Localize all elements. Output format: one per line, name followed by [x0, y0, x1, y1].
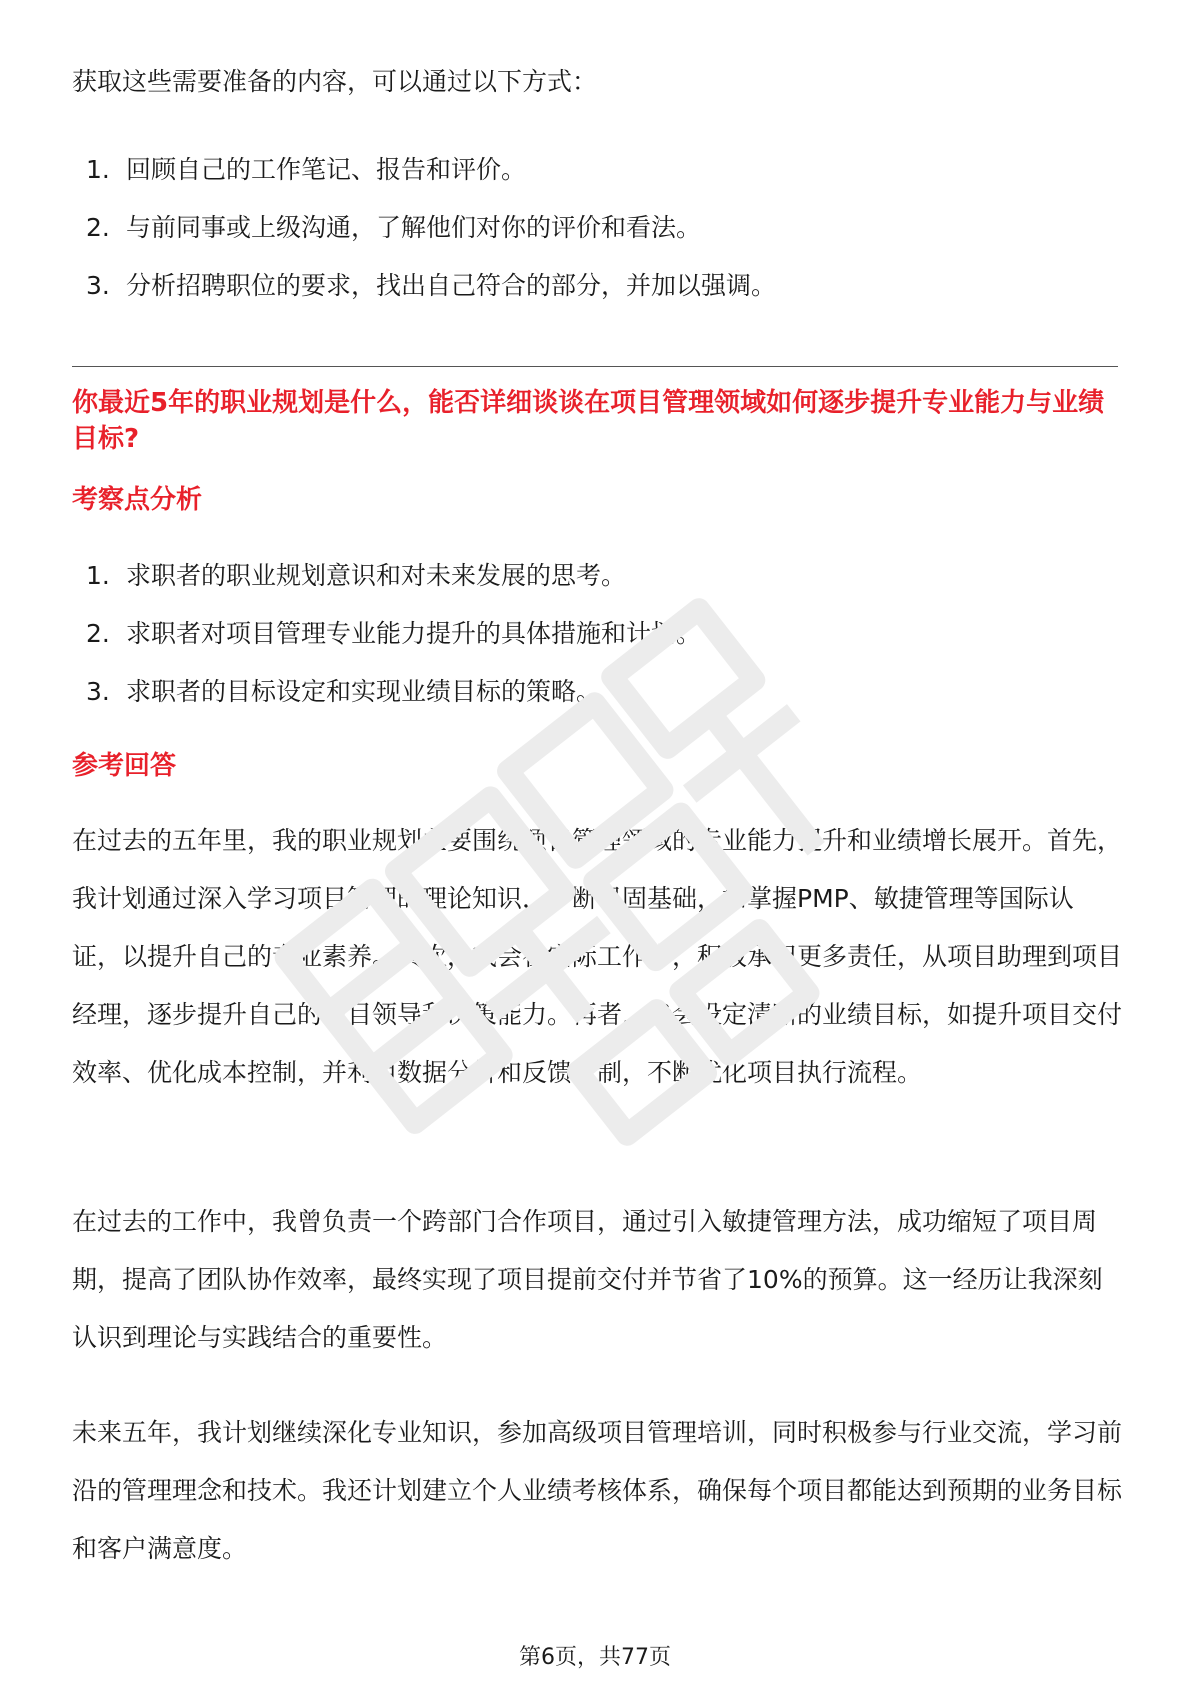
- answer-paragraph: 在过去的五年里，我的职业规划主要围绕项目管理领域的专业能力提升和业绩增长展开。首先，我计划通过深入学习项目管理的理论知识，不断巩固基础，如掌握PMP、敏捷管理等国际认证，以提升自己的专业素养。其次，我会在实际工作中，积极承担更多责任，从项目助理到项目经理，逐步提升自己的项目领导和决策能力。再者，我会设定清晰的业绩目标，如提升项目交付效率、优化成本控制，并利用数据分析和反馈机制，不断优化项目执行流程。: [72, 826, 1123, 1087]
- list-number: 1.: [86, 155, 110, 184]
- interview-question: 你最近5年的职业规划是什么，能否详细谈谈在项目管理领域如何逐步提升专业能力与业绩目标?: [72, 388, 1105, 454]
- intro-text: 获取这些需要准备的内容，可以通过以下方式：: [72, 67, 598, 96]
- answer-paragraph: 未来五年，我计划继续深化专业知识，参加高级项目管理培训，同时积极参与行业交流，学习前沿的管理理念和技术。我还计划建立个人业绩考核体系，确保每个项目都能达到预期的业务目标和客户满意度。: [72, 1418, 1123, 1563]
- list-number: 3.: [86, 271, 110, 300]
- list-text: 与前同事或上级沟通，了解他们对你的评价和看法。: [126, 213, 702, 242]
- list-item: [86, 208, 776, 266]
- analysis-list: [86, 556, 701, 730]
- list-number: 2.: [86, 619, 110, 648]
- list-text: 求职者的职业规划意识和对未来发展的思考。: [126, 561, 627, 590]
- list-number: 1.: [86, 561, 110, 590]
- page-footer: 第6页，共77页: [519, 1645, 671, 1670]
- list-item: [86, 672, 701, 730]
- section-divider: [72, 366, 1118, 367]
- answer-heading: 参考回答: [72, 751, 177, 781]
- list-text: 求职者的目标设定和实现业绩目标的策略。: [126, 677, 602, 706]
- list-text: 回顾自己的工作笔记、报告和评价。: [126, 155, 527, 184]
- list-number: 3.: [86, 677, 110, 706]
- list-number: 2.: [86, 213, 110, 242]
- list-item: [86, 614, 701, 672]
- list-item: [86, 266, 776, 324]
- list-item: [86, 150, 776, 208]
- prep-list: [86, 150, 776, 324]
- list-item: [86, 556, 701, 614]
- analysis-heading: 考察点分析: [72, 485, 203, 515]
- list-text: 求职者对项目管理专业能力提升的具体措施和计划。: [126, 619, 702, 648]
- list-text: 分析招聘职位的要求，找出自己符合的部分，并加以强调。: [126, 271, 777, 300]
- answer-paragraph: 在过去的工作中，我曾负责一个跨部门合作项目，通过引入敏捷管理方法，成功缩短了项目周期，提高了团队协作效率，最终实现了项目提前交付并节省了10%的预算。这一经历让我深刻认识到理论与实践结合的重要性。: [72, 1207, 1103, 1352]
